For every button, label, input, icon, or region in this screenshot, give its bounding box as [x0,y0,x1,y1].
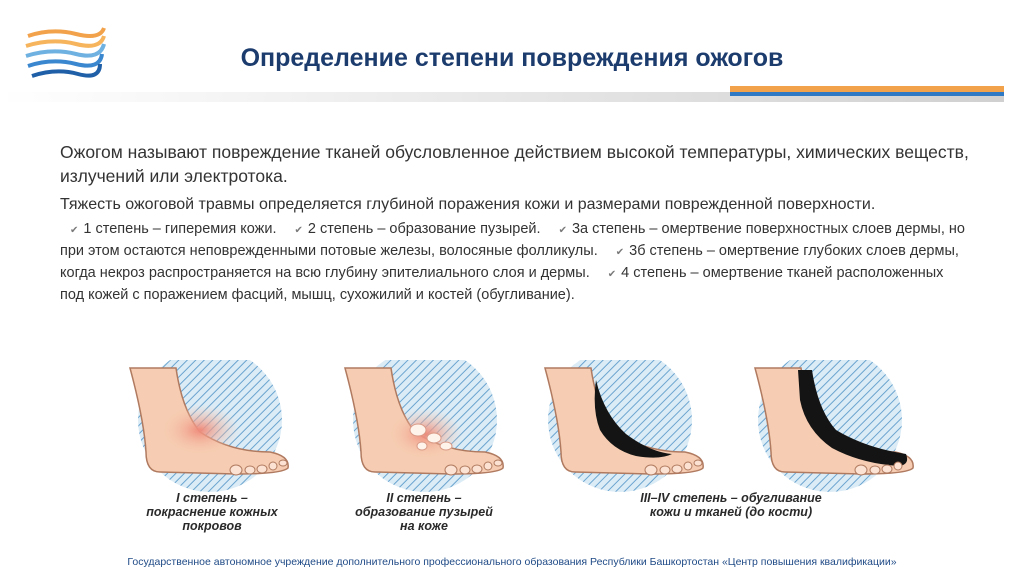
foot-first-degree [130,360,288,492]
stage-item: 2 степень – образование пузырей. [307,221,541,237]
footer-text: Государственное автономное учреждение дополнительного профессионального образования Республики Башкортостан «Центр повышения квалификации» [127,556,897,568]
checkmark-icon: ✔ [70,225,79,236]
definition-text: Ожогом называют повреждение тканей обусловленное действием высокой температуры, химических веществ, излучений или электротока. [60,142,969,186]
checkmark-icon: ✔ [615,247,625,258]
stage-item: 1 степень – гиперемия кожи. [83,221,277,237]
caption-second-degree: II степень – образование пузырей на коже [355,491,493,533]
content [60,140,970,306]
foot-fourth-degree [755,360,913,492]
caption-third-fourth-degree: III–IV степень – обугливание кожи и тканей (до кости) [640,491,822,519]
severity-text: Тяжесть ожоговой травмы определяется глубиной поражения кожи и размерами поврежденной поверхности. [60,196,876,213]
checkmark-icon: ✔ [607,269,617,280]
foot-second-degree [345,360,503,492]
stages-list [60,219,970,306]
checkmark-icon: ✔ [294,225,303,236]
page-title: Определение степени повреждения ожогов [240,44,784,72]
header-divider [0,86,1004,102]
caption-first-degree: I степень – покраснение кожных покровов [146,491,278,533]
stage-item: 4 степень – омертвение тканей расположенных под кожей с поражением фасций, мышц, сухожилий и костей (обугливание). [60,265,944,303]
stage-item: 3а степень – омертвение поверхностных слоев дермы, но при этом остаются неповрежденными потовые железы, волосяные фолликулы. [60,221,965,259]
foot-third-degree [545,360,703,492]
stage-item: 3б степень – омертвение глубоких слоев дермы, когда некроз распространяется на всю глубину эпителиального слоя и дермы. [60,243,959,281]
checkmark-icon: ✔ [558,225,567,236]
